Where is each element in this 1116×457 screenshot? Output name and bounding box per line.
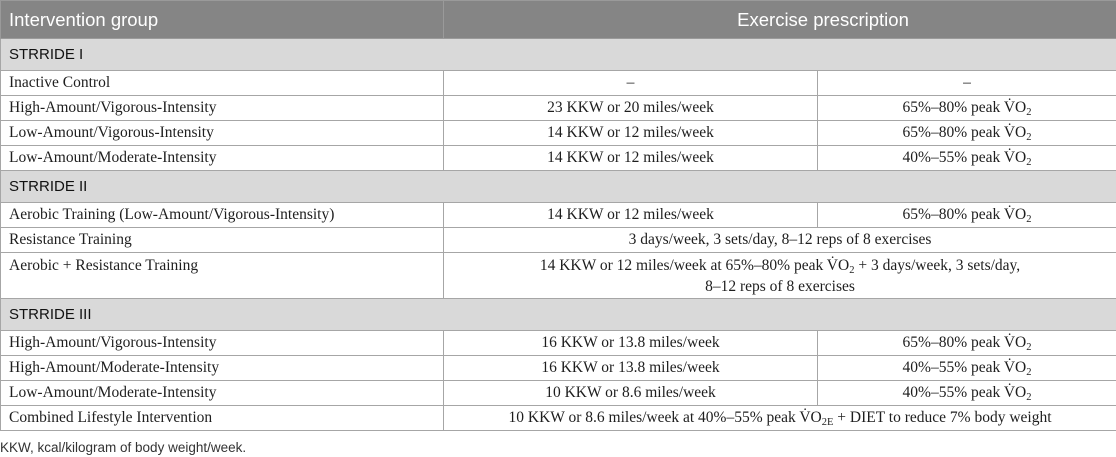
intensity-text: 65%–80% peak V̇O: [902, 99, 1027, 116]
combined-prescription-cell: [444, 406, 1116, 431]
intensity-text: 40%–55% peak V̇O: [902, 359, 1027, 376]
volume-cell: 23 KKW or 20 miles/week: [444, 96, 818, 121]
table-footnote: KKW, kcal/kilogram of body weight/week.: [0, 440, 247, 455]
table-row: [1, 381, 1116, 406]
intensity-subscript: 2: [1026, 342, 1032, 353]
combined-text-continued: + DIET to reduce 7% body weight: [833, 409, 1052, 426]
intensity-text: 40%–55% peak V̇O: [902, 384, 1027, 401]
section-title: STRRIDE III: [1, 299, 1116, 331]
table-row: [1, 71, 1116, 96]
volume-cell: 16 KKW or 13.8 miles/week: [444, 356, 818, 381]
combined-text-line2: 8–12 reps of 8 exercises: [705, 277, 855, 295]
intervention-group-cell: Aerobic Training (Low-Amount/Vigorous-Intensity): [1, 203, 444, 228]
intensity-cell: [818, 96, 1116, 121]
volume-cell: 10 KKW or 8.6 miles/week: [444, 381, 818, 406]
intensity-cell: [818, 381, 1116, 406]
intervention-group-cell: High-Amount/Vigorous-Intensity: [1, 96, 444, 121]
header-exercise-prescription: Exercise prescription: [444, 1, 1116, 39]
intensity-subscript: 2: [1026, 157, 1032, 168]
volume-cell: 14 KKW or 12 miles/week: [444, 146, 818, 171]
combined-prescription-cell: 3 days/week, 3 sets/day, 8–12 reps of 8 exercises: [444, 228, 1116, 253]
volume-cell: –: [444, 71, 818, 96]
intensity-subscript: 2: [1026, 214, 1032, 225]
intervention-group-cell: Inactive Control: [1, 71, 444, 96]
section-row: [1, 171, 1116, 203]
table-row: [1, 356, 1116, 381]
volume-cell: 16 KKW or 13.8 miles/week: [444, 331, 818, 356]
intensity-subscript: 2: [1026, 107, 1032, 118]
intervention-group-cell: High-Amount/Vigorous-Intensity: [1, 331, 444, 356]
section-title: STRRIDE I: [1, 39, 1116, 71]
combined-text: 10 KKW or 8.6 miles/week at 40%–55% peak V̇O: [508, 409, 822, 426]
intervention-group-cell: Low-Amount/Moderate-Intensity: [1, 146, 444, 171]
intensity-text: 65%–80% peak V̇O: [902, 334, 1027, 351]
intensity-cell: –: [818, 71, 1116, 96]
intensity-cell: [818, 121, 1116, 146]
combined-text: 14 KKW or 12 miles/week at 65%–80% peak V̇O: [539, 256, 850, 274]
intensity-text: 65%–80% peak V̇O: [902, 124, 1027, 141]
intensity-subscript: 2: [1026, 132, 1032, 143]
table-row: [1, 96, 1116, 121]
section-title: STRRIDE II: [1, 171, 1116, 203]
intensity-text: 40%–55% peak V̇O: [902, 149, 1027, 166]
intervention-group-cell: Aerobic + Resistance Training: [1, 253, 444, 299]
volume-cell: 14 KKW or 12 miles/week: [444, 121, 818, 146]
combined-prescription-cell: [444, 253, 1116, 299]
table-row: [1, 406, 1116, 431]
intensity-subscript: 2: [1026, 367, 1032, 378]
header-row: [1, 1, 1116, 39]
intensity-subscript: 2: [1026, 392, 1032, 403]
table-row: [1, 331, 1116, 356]
intervention-group-cell: Combined Lifestyle Intervention: [1, 406, 444, 431]
intervention-group-cell: Low-Amount/Vigorous-Intensity: [1, 121, 444, 146]
intervention-group-cell: High-Amount/Moderate-Intensity: [1, 356, 444, 381]
table-row: [1, 203, 1116, 228]
header-intervention-group: Intervention group: [1, 1, 444, 39]
combined-text-continued: + 3 days/week, 3 sets/day,: [854, 256, 1021, 274]
intensity-cell: [818, 203, 1116, 228]
intervention-group-cell: Resistance Training: [1, 228, 444, 253]
intensity-text: 65%–80% peak V̇O: [902, 206, 1027, 223]
table-row: [1, 146, 1116, 171]
combined-subscript: 2E: [821, 417, 834, 428]
intensity-cell: [818, 356, 1116, 381]
intervention-group-cell: Low-Amount/Moderate-Intensity: [1, 381, 444, 406]
section-row: [1, 299, 1116, 331]
section-row: [1, 39, 1116, 71]
intensity-cell: [818, 146, 1116, 171]
intensity-cell: [818, 331, 1116, 356]
table-row: [1, 253, 1116, 299]
volume-cell: 14 KKW or 12 miles/week: [444, 203, 818, 228]
table-row: [1, 121, 1116, 146]
table-row: [1, 228, 1116, 253]
combined-subscript: 2: [849, 264, 855, 276]
